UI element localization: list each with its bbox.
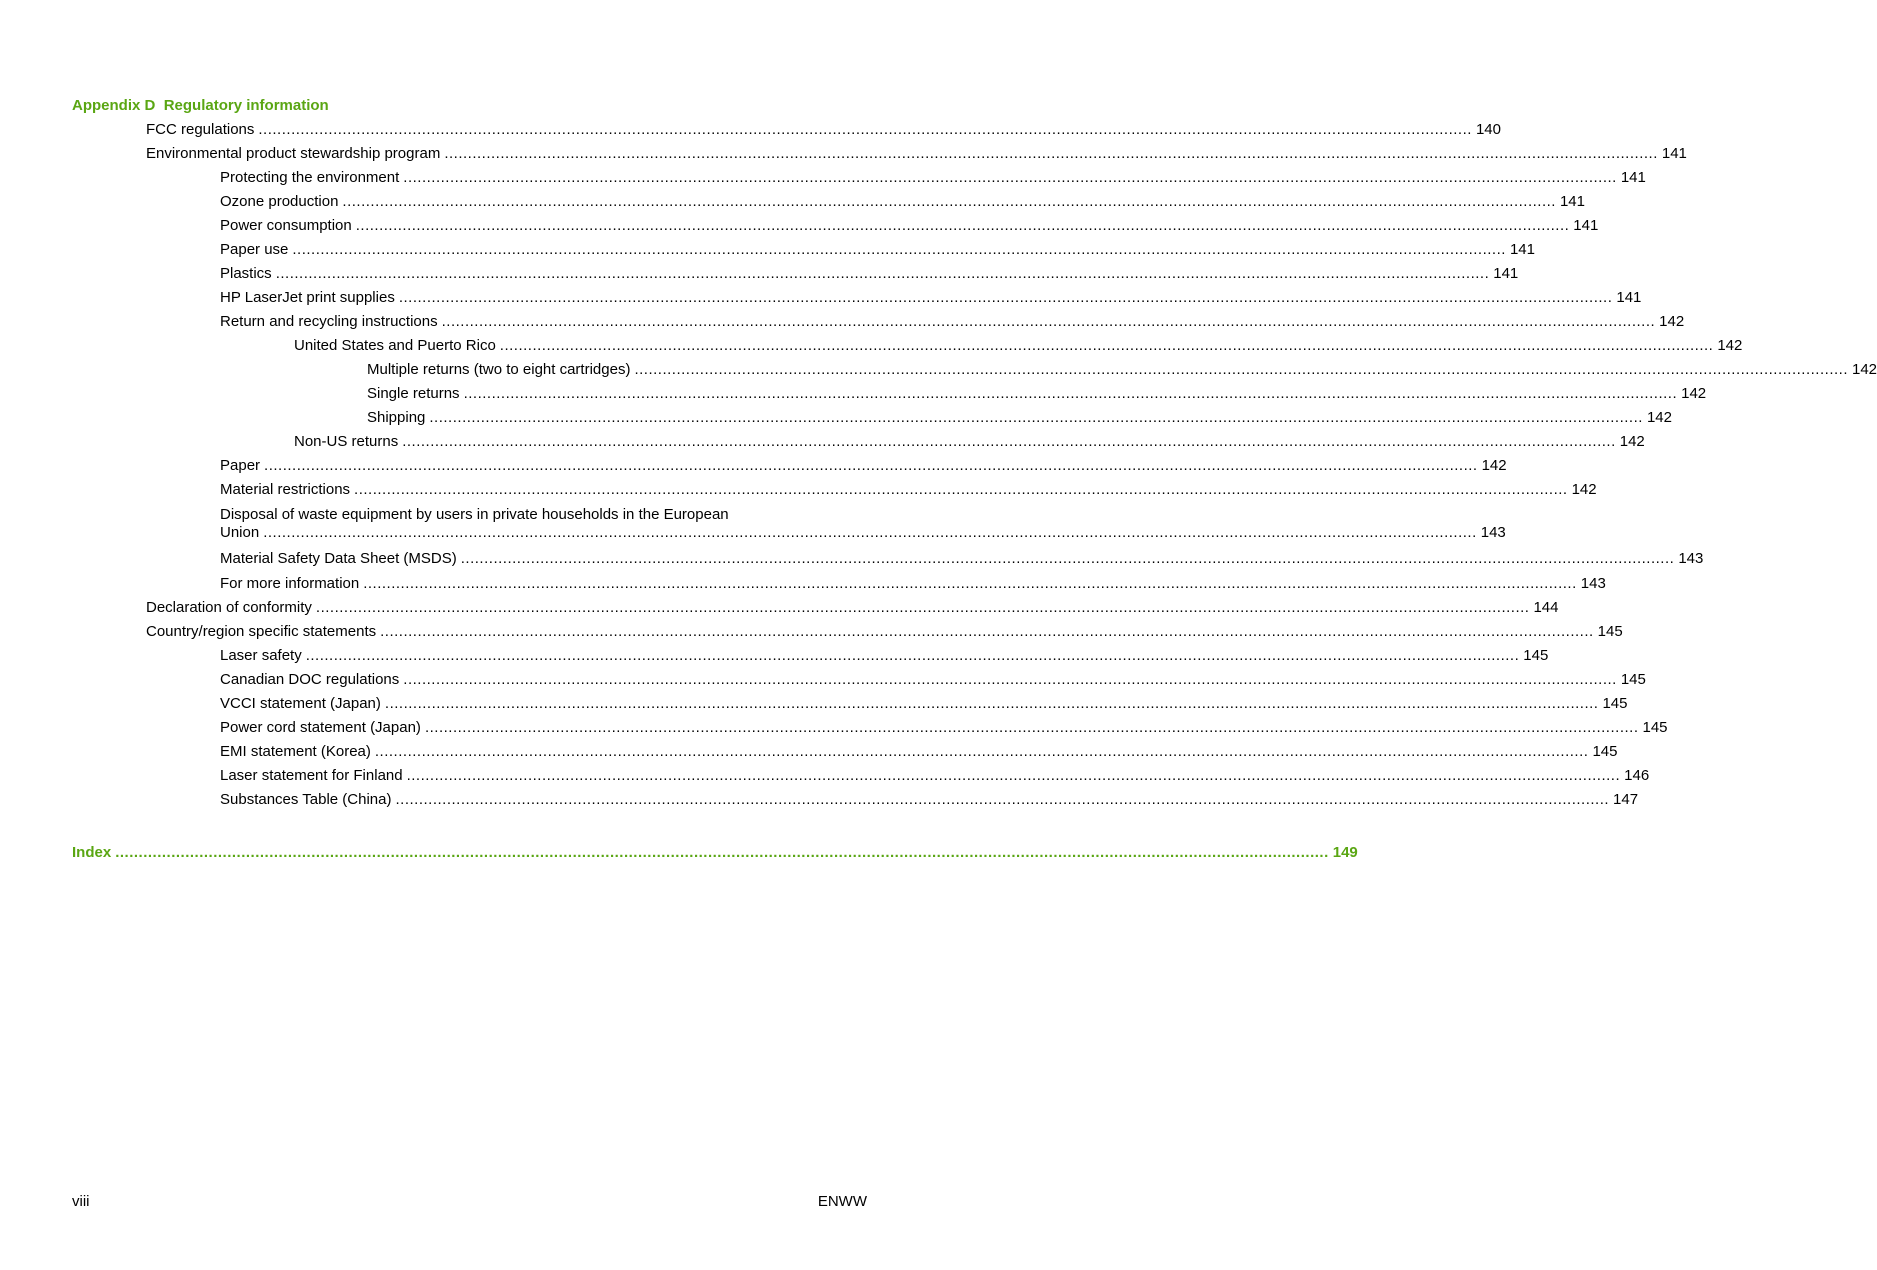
toc-dot-leader: .................................................................................................................................................................................................................................................................... — [380, 623, 1594, 640]
toc-dot-leader: .................................................................................................................................................................................................................................................................... — [263, 524, 1477, 541]
toc-page-number: 146 — [1624, 767, 1650, 784]
toc-entry-title: Multiple returns (two to eight cartridges) — [367, 361, 631, 378]
toc-dot-leader: .................................................................................................................................................................................................................................................................... — [424, 719, 1639, 736]
toc-entry[interactable] — [146, 623, 1623, 641]
toc-entry-title: Substances Table (China) — [220, 791, 392, 808]
toc-page-number: 149 — [1332, 844, 1358, 861]
toc-entry[interactable] — [220, 695, 1628, 713]
toc-page-number: 142 — [1717, 337, 1743, 354]
toc-entry-title: Single returns — [367, 385, 460, 402]
toc-entry[interactable] — [220, 671, 1646, 689]
toc-dot-leader: .................................................................................................................................................................................................................................................................... — [258, 121, 1472, 138]
toc-entry-title: Paper use — [220, 241, 289, 258]
toc-entry-title: Laser safety — [220, 647, 302, 664]
toc-entry[interactable] — [220, 241, 1535, 259]
toc-entry[interactable] — [294, 337, 1743, 355]
toc-dot-leader: .................................................................................................................................................................................................................................................................... — [444, 145, 1658, 162]
toc-dot-leader: .................................................................................................................................................................................................................................................................... — [355, 217, 1570, 234]
toc-page-number: 143 — [1678, 550, 1704, 567]
toc-entry[interactable] — [367, 385, 1707, 403]
toc-page-number: 141 — [1493, 265, 1519, 282]
toc-entry[interactable] — [220, 647, 1549, 665]
toc-entry[interactable] — [220, 193, 1585, 211]
toc-dot-leader: .................................................................................................................................................................................................................................................................... — [384, 695, 1599, 712]
appendix-title: Regulatory information — [163, 97, 329, 114]
toc-entry-title: For more information — [220, 575, 360, 592]
toc-page-number: 142 — [1646, 409, 1672, 426]
toc-entry-title: FCC regulations — [146, 121, 255, 138]
toc-dot-leader: .................................................................................................................................................................................................................................................................... — [441, 313, 1656, 330]
toc-dot-leader: .................................................................................................................................................................................................................................................................... — [363, 575, 1577, 592]
toc-entry-title: United States and Puerto Rico — [294, 337, 496, 354]
toc-entry-title: Power consumption — [220, 217, 352, 234]
toc-dot-leader: .................................................................................................................................................................................................................................................................... — [354, 481, 1568, 498]
toc-dot-leader: .................................................................................................................................................................................................................................................................... — [264, 457, 1478, 474]
toc-entry-title: Canadian DOC regulations — [220, 671, 400, 688]
toc-entry-title: Union — [220, 524, 260, 541]
toc-dot-leader: .................................................................................................................................................................................................................................................................... — [315, 599, 1530, 616]
appendix-label: Appendix D — [72, 97, 156, 114]
toc-page-number: 142 — [1619, 433, 1645, 450]
toc-page-number: 141 — [1559, 193, 1585, 210]
toc-page-number: 142 — [1659, 313, 1685, 330]
toc-entry[interactable] — [220, 217, 1599, 235]
toc-page-number: 140 — [1475, 121, 1501, 138]
toc-dot-leader: .................................................................................................................................................................................................................................................................... — [463, 385, 1678, 402]
toc-entry[interactable] — [220, 289, 1642, 307]
toc-dot-leader: .................................................................................................................................................................................................................................................................... — [634, 361, 1848, 378]
toc-dot-leader: .................................................................................................................................................................................................................................................................... — [292, 241, 1506, 258]
toc-dot-leader: .................................................................................................................................................................................................................................................................... — [403, 671, 1617, 688]
toc-entry[interactable] — [220, 791, 1639, 809]
toc-dot-leader: .................................................................................................................................................................................................................................................................... — [398, 289, 1613, 306]
toc-page-number: 141 — [1509, 241, 1535, 258]
footer-page-number: viii — [72, 1193, 90, 1210]
toc-entry-title: Index — [72, 844, 112, 861]
toc-entry[interactable] — [220, 550, 1704, 568]
toc-entry[interactable] — [294, 433, 1645, 451]
toc-entry-title: Shipping — [367, 409, 426, 426]
toc-dot-leader: .................................................................................................................................................................................................................................................................... — [305, 647, 1520, 664]
toc-entry[interactable] — [220, 575, 1606, 593]
toc-entry[interactable] — [367, 361, 1877, 379]
toc-page-number: 142 — [1481, 457, 1507, 474]
toc-dot-leader: .................................................................................................................................................................................................................................................................... — [402, 433, 1616, 450]
toc-dot-leader: .................................................................................................................................................................................................................................................................... — [403, 169, 1617, 186]
toc-entry-title: Declaration of conformity — [146, 599, 312, 616]
toc-entry-title: Laser statement for Finland — [220, 767, 403, 784]
toc-dot-leader: .................................................................................................................................................................................................................................................................... — [460, 550, 1675, 567]
toc-entry-title: HP LaserJet print supplies — [220, 289, 395, 306]
toc-page-number: 141 — [1573, 217, 1599, 234]
toc-page-number: 147 — [1613, 791, 1639, 808]
toc-entry-title: EMI statement (Korea) — [220, 743, 371, 760]
toc-page-number: 143 — [1480, 524, 1506, 541]
toc-entry-title: Protecting the environment — [220, 169, 400, 186]
toc-entry-title: Power cord statement (Japan) — [220, 719, 421, 736]
toc-page-number: 142 — [1681, 385, 1707, 402]
toc-page-number: 145 — [1642, 719, 1668, 736]
toc-entry-title: Environmental product stewardship program — [146, 145, 441, 162]
toc-entry-title: Return and recycling instructions — [220, 313, 438, 330]
toc-dot-leader: .................................................................................................................................................................................................................................................................... — [115, 844, 1329, 861]
toc-entry-title: Country/region specific statements — [146, 623, 377, 640]
toc-entry-title: Plastics — [220, 265, 272, 282]
toc-entry[interactable] — [220, 265, 1519, 283]
toc-page-number: 145 — [1597, 623, 1623, 640]
footer-enww: ENWW — [817, 1193, 867, 1210]
toc-entry[interactable] — [146, 145, 1687, 163]
toc-page-number: 141 — [1616, 289, 1642, 306]
toc-entry[interactable] — [72, 844, 1358, 862]
toc-entry-title: Ozone production — [220, 193, 339, 210]
toc-entry[interactable] — [146, 599, 1559, 617]
toc-page-number: 143 — [1580, 575, 1606, 592]
toc-page-number: 145 — [1620, 671, 1646, 688]
toc-entry-title: VCCI statement (Japan) — [220, 695, 381, 712]
toc-entry[interactable] — [220, 457, 1507, 475]
toc-dot-leader: .................................................................................................................................................................................................................................................................... — [429, 409, 1643, 426]
toc-entry[interactable] — [367, 409, 1672, 427]
toc-page-number: 142 — [1851, 361, 1877, 378]
toc-entry-title: Non-US returns — [294, 433, 399, 450]
toc-entry[interactable] — [220, 767, 1650, 785]
toc-entry[interactable] — [146, 121, 1501, 139]
toc-entry-title: Paper — [220, 457, 261, 474]
toc-entry[interactable] — [220, 169, 1646, 187]
appendix-heading — [72, 97, 329, 114]
toc-entry[interactable] — [220, 719, 1668, 737]
toc-dot-leader: .................................................................................................................................................................................................................................................................... — [499, 337, 1714, 354]
toc-page-number: 145 — [1592, 743, 1618, 760]
toc-entry[interactable] — [220, 743, 1618, 761]
toc-entry-title: Disposal of waste equipment by users in private households in the European — [220, 506, 729, 523]
toc-dot-leader: .................................................................................................................................................................................................................................................................... — [406, 767, 1621, 784]
toc-page-number: 144 — [1533, 599, 1559, 616]
toc-dot-leader: .................................................................................................................................................................................................................................................................... — [275, 265, 1490, 282]
toc-page-number: 145 — [1602, 695, 1628, 712]
toc-dot-leader: .................................................................................................................................................................................................................................................................... — [374, 743, 1589, 760]
toc-page-number: 142 — [1571, 481, 1597, 498]
toc-entry[interactable] — [220, 313, 1685, 331]
toc-dot-leader: .................................................................................................................................................................................................................................................................... — [395, 791, 1610, 808]
toc-dot-leader: .................................................................................................................................................................................................................................................................... — [342, 193, 1556, 210]
toc-entry-title: Material Safety Data Sheet (MSDS) — [220, 550, 457, 567]
toc-page-number: 145 — [1523, 647, 1549, 664]
toc-page-number: 141 — [1661, 145, 1687, 162]
toc-entry-title: Material restrictions — [220, 481, 351, 498]
toc-entry[interactable] — [220, 506, 1506, 542]
toc-entry[interactable] — [220, 481, 1597, 499]
toc-page-number: 141 — [1620, 169, 1646, 186]
